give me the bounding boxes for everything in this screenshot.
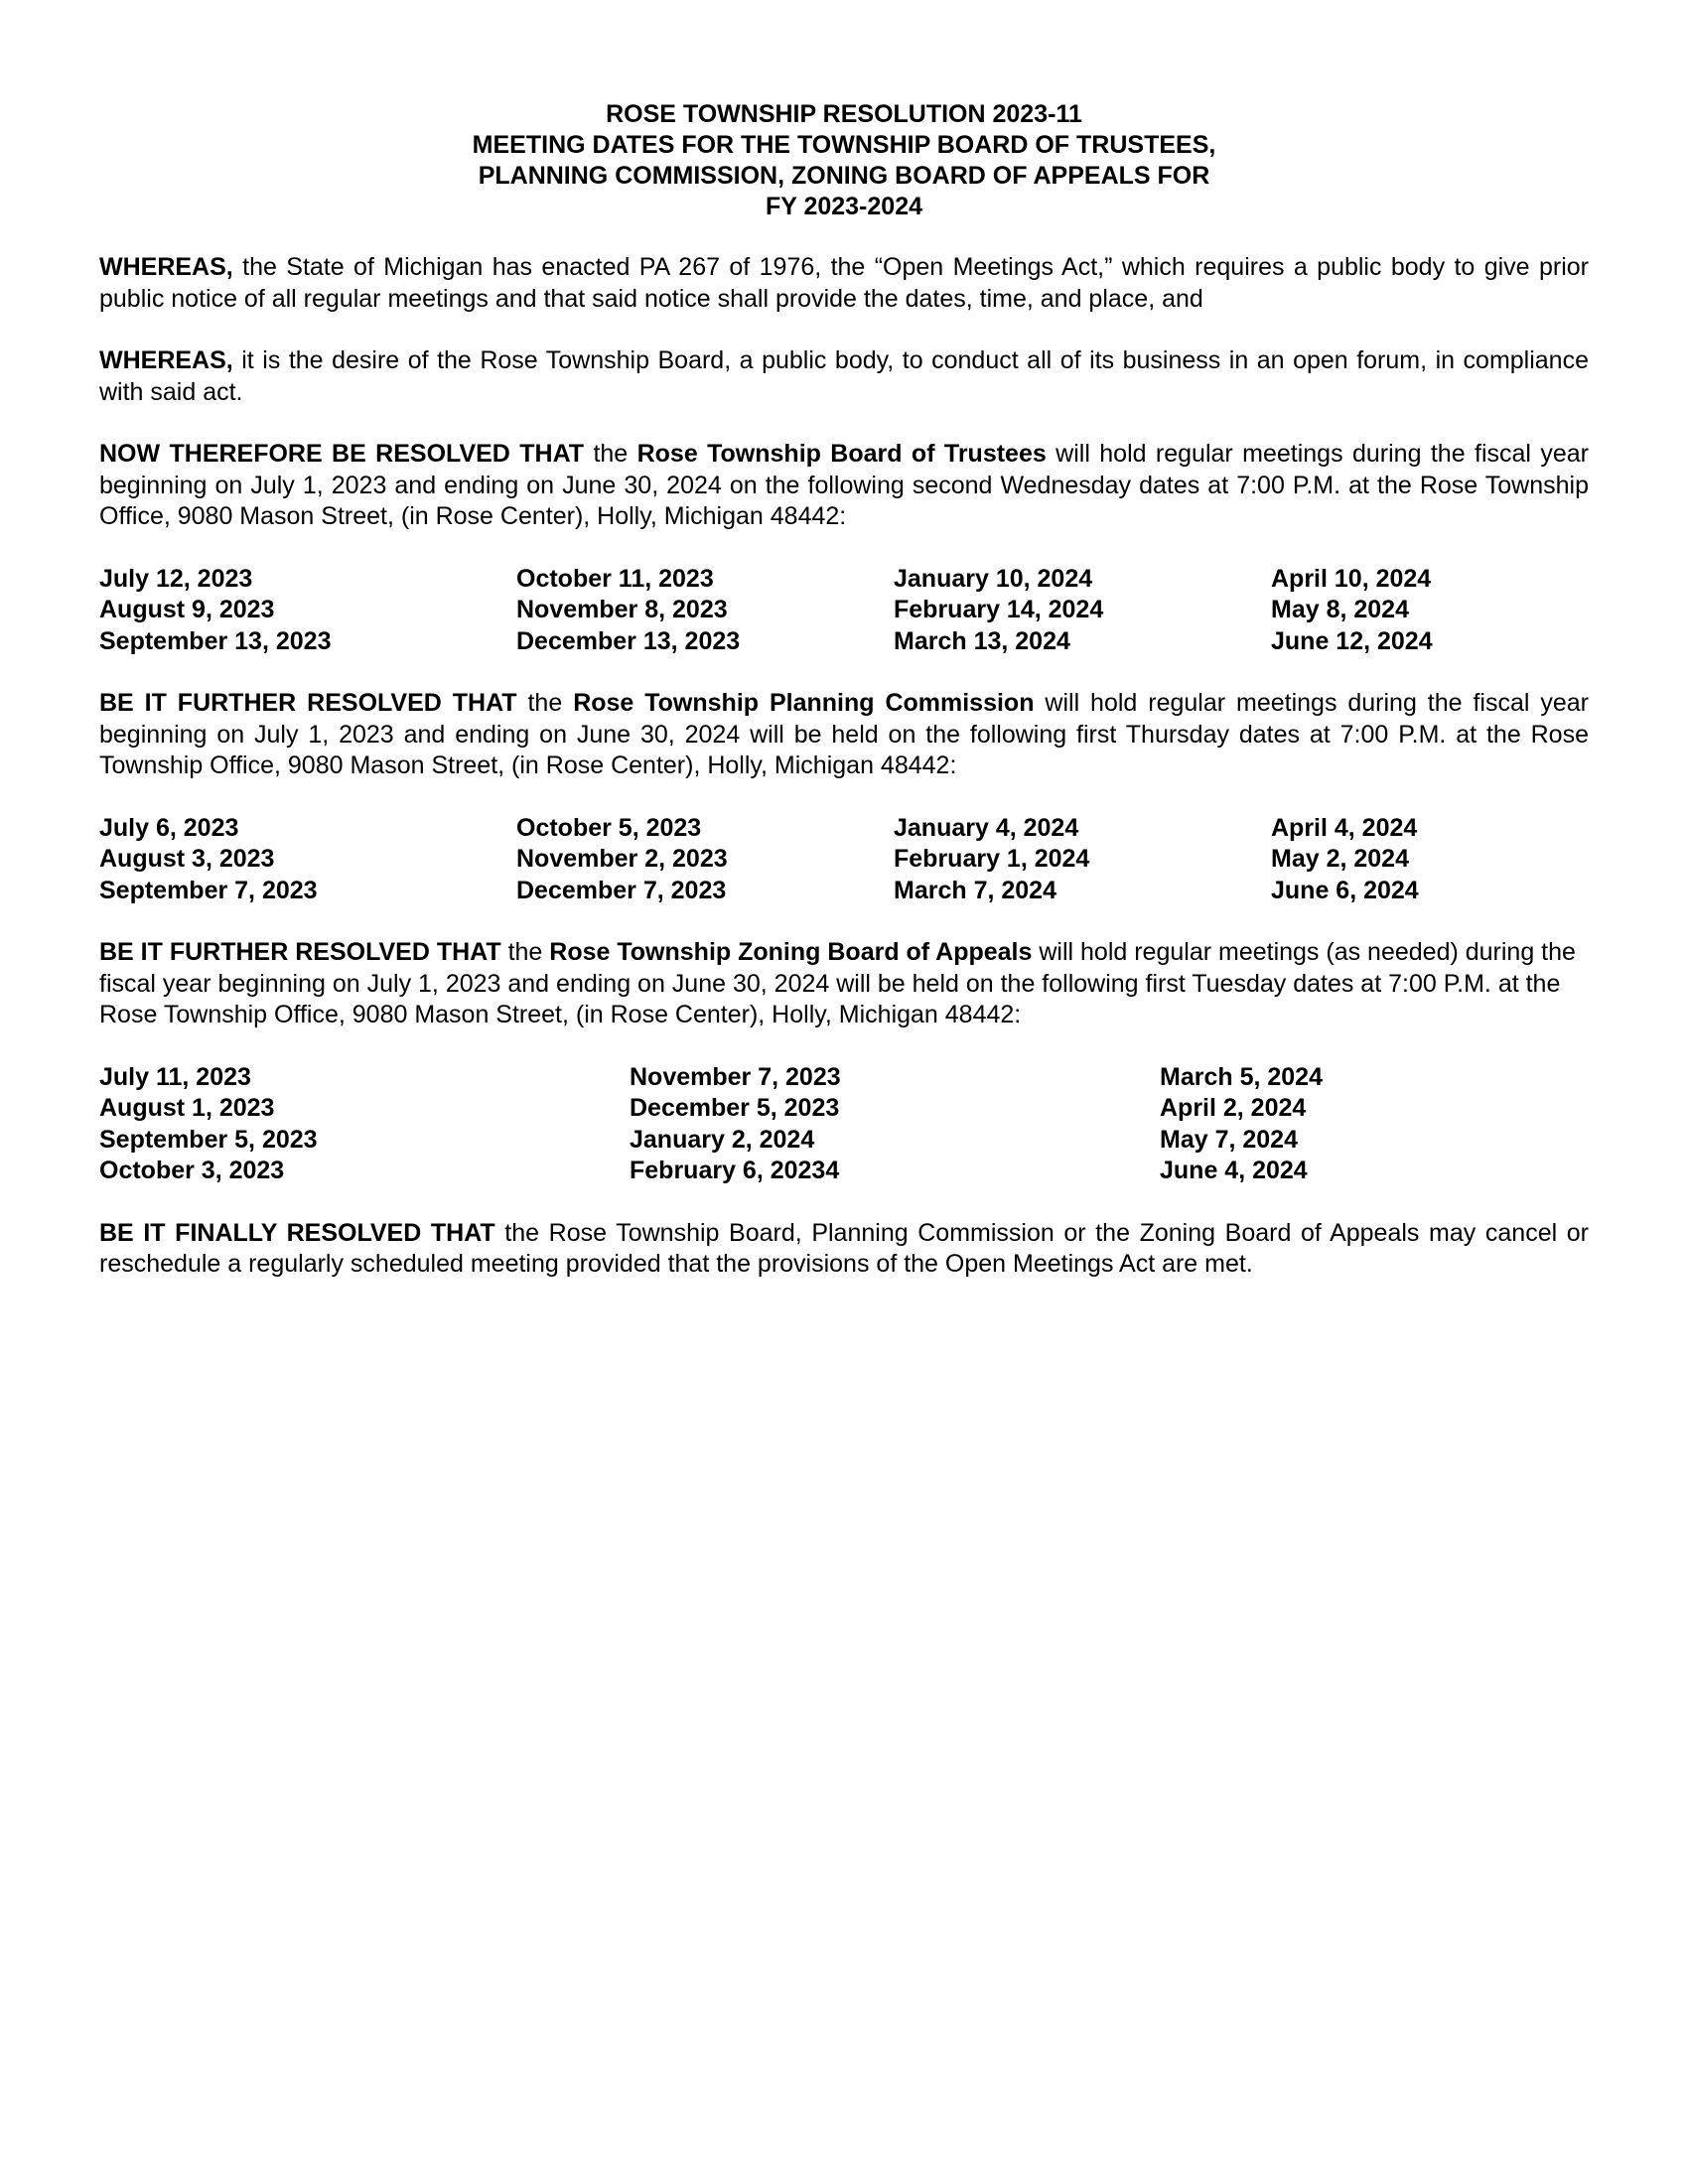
date-cell: July 12, 2023 [99,564,253,593]
date-cell: December 7, 2023 [516,876,727,904]
dates-row [99,626,1589,658]
title-line: ROSE TOWNSHIP RESOLUTION 2023-11 [606,100,1082,128]
date-cell: August 1, 2023 [99,1094,275,1122]
body-name: Rose Township Board of Trustees [636,440,1047,468]
date-cell: April 4, 2024 [1271,813,1418,842]
date-cell: July 6, 2023 [99,813,239,842]
date-cell: February 1, 2024 [894,845,1090,873]
dates-row [99,1156,1589,1187]
date-cell: June 4, 2024 [1160,1157,1308,1184]
whereas-paragraph-2 [99,345,1589,408]
dates-row [99,876,1589,907]
whereas-lead: WHEREAS, [99,346,233,374]
date-cell: September 7, 2023 [99,876,318,904]
zoning-dates-table [99,1062,1589,1187]
resolution-lead: BE IT FURTHER RESOLVED THAT [99,938,501,966]
final-resolution [99,1218,1589,1281]
date-cell: March 5, 2024 [1160,1062,1323,1091]
resolution-text: will hold regular meetings (as needed) during the fiscal year beginning on July 1, 2023 and ending on June 30, 2024 will be held on the following first Tuesday dates at 7:00 P.M. at the Rose Township Office, 9080 Mason Street, (in Rose Center), Holly, Michigan 48442: [99,938,1576,1028]
date-cell: October 11, 2023 [516,564,714,593]
date-cell: December 13, 2023 [516,626,741,655]
planning-dates-table [99,813,1589,907]
whereas-text: it is the desire of the Rose Township Board, a public body, to conduct all of its business in an open forum, in compliance with said act. [99,346,1589,406]
date-cell: February 14, 2024 [894,596,1104,623]
date-cell: April 10, 2024 [1271,564,1432,593]
dates-row [99,1093,1589,1125]
resolution-text: will hold regular meetings during the fiscal year beginning on July 1, 2023 and ending on June 30, 2024 on the following second Wednesday dates at 7:00 P.M. at the Rose Township Office, 9080 Mason Street, (in Rose Center), Holly, Michigan 48442: [99,440,1589,530]
title-line: MEETING DATES FOR THE TOWNSHIP BOARD OF TRUSTEES, [472,131,1216,159]
whereas-paragraph-1 [99,252,1589,315]
date-cell: August 3, 2023 [99,845,275,873]
date-cell: October 5, 2023 [516,813,702,842]
dates-row [99,813,1589,845]
date-cell: September 13, 2023 [99,626,332,655]
date-cell: May 8, 2024 [1271,596,1409,623]
date-cell: January 2, 2024 [630,1125,815,1154]
date-cell: October 3, 2023 [99,1157,285,1184]
body-name: Rose Township Planning Commission [573,689,1035,717]
date-cell: June 6, 2024 [1271,876,1419,904]
date-cell: February 6, 20234 [630,1157,840,1184]
zoning-resolution [99,937,1589,1031]
trustees-dates-table [99,564,1589,658]
title-line: FY 2023-2024 [766,193,922,220]
trustees-resolution [99,439,1589,533]
date-cell: July 11, 2023 [99,1062,251,1091]
date-cell: November 2, 2023 [516,845,728,873]
date-cell: January 4, 2024 [894,813,1079,842]
resolution-text: the Rose Township Board, Planning Commission or the Zoning Board of Appeals may cancel or reschedule a regularly scheduled meeting provided that the provisions of the Open Meetings Act are met. [99,1218,1589,1278]
planning-resolution [99,688,1589,782]
resolution-lead: BE IT FINALLY RESOLVED THAT [99,1218,495,1247]
dates-row [99,564,1589,596]
dates-row [99,1125,1589,1157]
connector-text: the [516,689,574,717]
title-line: PLANNING COMMISSION, ZONING BOARD OF APPEALS FOR [478,162,1210,190]
document-title [99,99,1589,222]
date-cell: January 10, 2024 [894,564,1093,593]
date-cell: May 2, 2024 [1271,845,1409,873]
date-cell: March 13, 2024 [894,626,1070,655]
date-cell: September 5, 2023 [99,1125,318,1154]
connector-text: the [500,938,550,966]
date-cell: March 7, 2024 [894,876,1056,904]
body-name: Rose Township Zoning Board of Appeals [549,938,1033,966]
date-cell: December 5, 2023 [630,1094,840,1122]
connector-text: the [584,440,637,468]
whereas-text: the State of Michigan has enacted PA 267 of 1976, the “Open Meetings Act,” which requires a public body to give prior public notice of all regular meetings and that said notice shall provide the dates, time, and place, and [99,253,1589,313]
date-cell: August 9, 2023 [99,596,275,623]
dates-row [99,1062,1589,1094]
resolution-text: will hold regular meetings during the fiscal year beginning on July 1, 2023 and ending on June 30, 2024 will be held on the following first Thursday dates at 7:00 P.M. at the Rose Township Office, 9080 Mason Street, (in Rose Center), Holly, Michigan 48442: [99,689,1589,779]
dates-row [99,844,1589,876]
document-content [99,99,1589,1281]
date-cell: April 2, 2024 [1160,1094,1307,1122]
date-cell: June 12, 2024 [1271,626,1433,655]
whereas-lead: WHEREAS, [99,253,233,281]
resolution-lead: NOW THEREFORE BE RESOLVED THAT [99,440,585,468]
resolution-lead: BE IT FURTHER RESOLVED THAT [99,689,517,717]
date-cell: May 7, 2024 [1160,1125,1298,1154]
date-cell: November 7, 2023 [630,1062,841,1091]
date-cell: November 8, 2023 [516,596,728,623]
dates-row [99,595,1589,626]
